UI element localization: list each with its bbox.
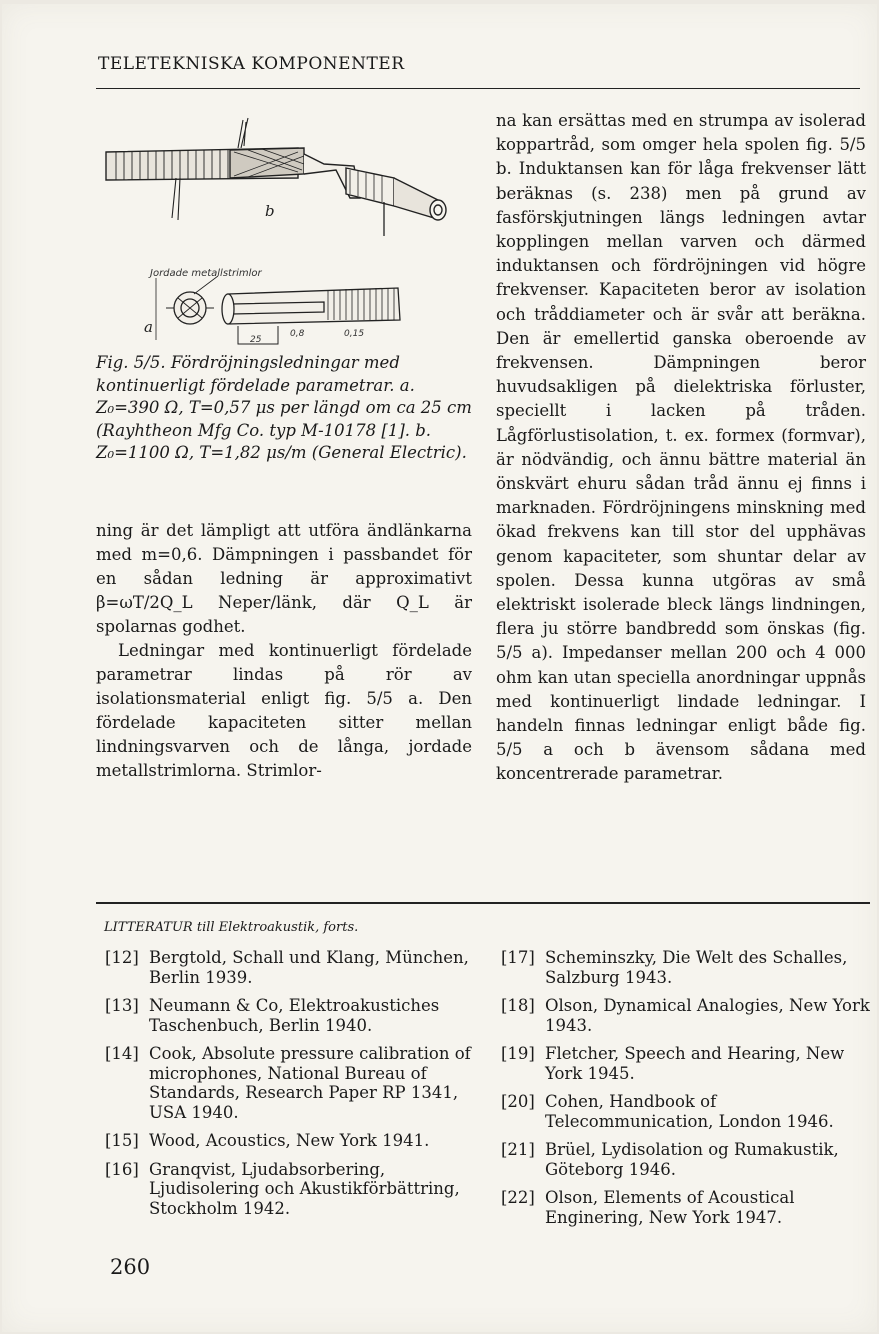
left-paragraph-2: Ledningar med kontinuerligt fördelade parametrar lindas på rör av isolationsmaterial enligt fig. 5/5 a. Den fördelade kapaciteten sitter mellan lindningsvarven och de långa, jordade metallstrimlorna. Strimlor- [96,641,472,780]
reference-text: Fletcher, Speech and Hearing, New York 1945. [545,1044,845,1083]
reference-number: [13] [105,996,139,1015]
figure-label-b: b [265,202,275,220]
figure-5-5 [98,108,468,348]
reference-item [501,1044,873,1083]
left-paragraph-1: ning är det lämpligt att utföra ändlänkarna med m=0,6. Dämpningen i passbandet för en sådan ledning är approximativt β=ωT/2Q_L Neper/länk, där Q_L är spolarnas godhet. [96,521,472,636]
reference-item [501,1188,873,1227]
reference-text: Granqvist, Ljudabsorbering, Ljudisolering och Akustikförbättring, Stockholm 1942. [149,1159,460,1218]
reference-number: [22] [501,1188,535,1207]
reference-item [105,1160,477,1219]
reference-number: [21] [501,1140,535,1159]
reference-text: Olson, Dynamical Analogies, New York 1943. [545,996,870,1035]
reference-number: [19] [501,1044,535,1063]
figure-caption: Fig. 5/5. Fördröjningsledningar med kontinuerligt fördelade parametrar. a. Z₀=390 Ω, T=0,57 μs per längd om ca 25 cm (Rayhtheon Mfg Co. typ M-10178 [1]. b. Z₀=1100 Ω, T=1,82 μs/m (General Electric). [96,353,472,462]
reference-item [501,1092,873,1131]
reference-number: [14] [105,1044,139,1063]
reference-number: [18] [501,996,535,1015]
reference-number: [16] [105,1159,139,1179]
references-left [105,948,477,1227]
reference-item [105,1044,477,1122]
reference-number: [17] [501,948,535,967]
dimension-25: 25 [250,335,262,345]
book-page [2,4,877,1332]
reference-text: Cohen, Handbook of Telecommunication, London 1946. [545,1092,834,1131]
reference-item [501,996,873,1035]
reference-item [105,1131,477,1151]
reference-item [501,1140,873,1179]
reference-text: Brüel, Lydisolation og Rumakustik, Göteborg 1946. [545,1140,839,1179]
reference-text: Bergtold, Schall und Klang, München, Berlin 1939. [149,948,469,987]
delay-line-illustration [98,108,468,348]
coil-b-drawing [106,118,446,236]
reference-number: [15] [105,1131,139,1150]
reference-text: Wood, Acoustics, New York 1941. [149,1131,430,1150]
dimension-0-15: 0,15 [344,329,365,339]
references-right [501,948,873,1236]
reference-number: [12] [105,948,139,967]
reference-text: Cook, Absolute pressure calibration of microphones, National Bureau of Standards, Research Paper RP 1341, USA 1940. [149,1044,471,1122]
left-column [96,519,472,783]
dimension-0-8: 0,8 [290,329,305,339]
reference-item [105,948,477,987]
running-header: TELETEKNISKA KOMPONENTER [98,54,405,74]
reference-number: [20] [501,1092,535,1111]
header-rule [96,88,860,89]
reference-text: Olson, Elements of Acoustical Enginering, New York 1947. [545,1188,795,1227]
literature-rule [96,902,870,904]
reference-text: Neumann & Co, Elektroakustiches Taschenbuch, Berlin 1940. [149,996,440,1035]
literature-title: LITTERATUR till Elektroakustik, forts. [104,920,359,935]
figure-label-a: a [144,318,153,336]
reference-item [501,948,873,987]
reference-item [105,996,477,1035]
right-column [496,109,866,787]
page-number: 260 [110,1255,151,1279]
right-paragraph-1: na kan ersättas med en strumpa av isolerad koppartråd, som omger hela spolen fig. 5/5 b. Induktansen kan för låga frekvenser lätt beräknas (s. 238) men på grund av fasförskjutningen längs ledningen avtar kopplingen mellan varven och därmed induktansen och fördröjningen vid högre frekvenser. Kapaciteten beror av isolation och tråddiameter och är svår att beräkna. Den är emellertid ganska oberoende av frekvensen. Dämpningen beror huvudsakligen på dielektriska förluster, speciellt i lacken på tråden. Lågförlustisolation, t. ex. formex (formvar), är nödvändig, och ännu bättre material än önskvärt ehuru sådan tråd ännu ej finns i marknaden. Fördröjningens minskning med ökad frekvens kan till stor del upphävas genom kapaciteter, som shuntar delar av spolen. Dessa kunna utgöras av små elektriskt isolerade bleck längs lindningen, flera ju större bandbredd som önskas (fig. 5/5 a). Impedanser mellan 200 och 4 000 ohm kan utan speciella anordningar uppnås med kontinuerligt lindade ledningar. I handeln finnas ledningar enligt både fig. 5/5 a och b ävensom sådana med koncentrerade parametrar. [496,111,866,784]
figure-inner-label: Jordade metallstrimlor [150,268,262,279]
reference-text: Scheminszky, Die Welt des Schalles, Salzburg 1943. [545,948,848,987]
